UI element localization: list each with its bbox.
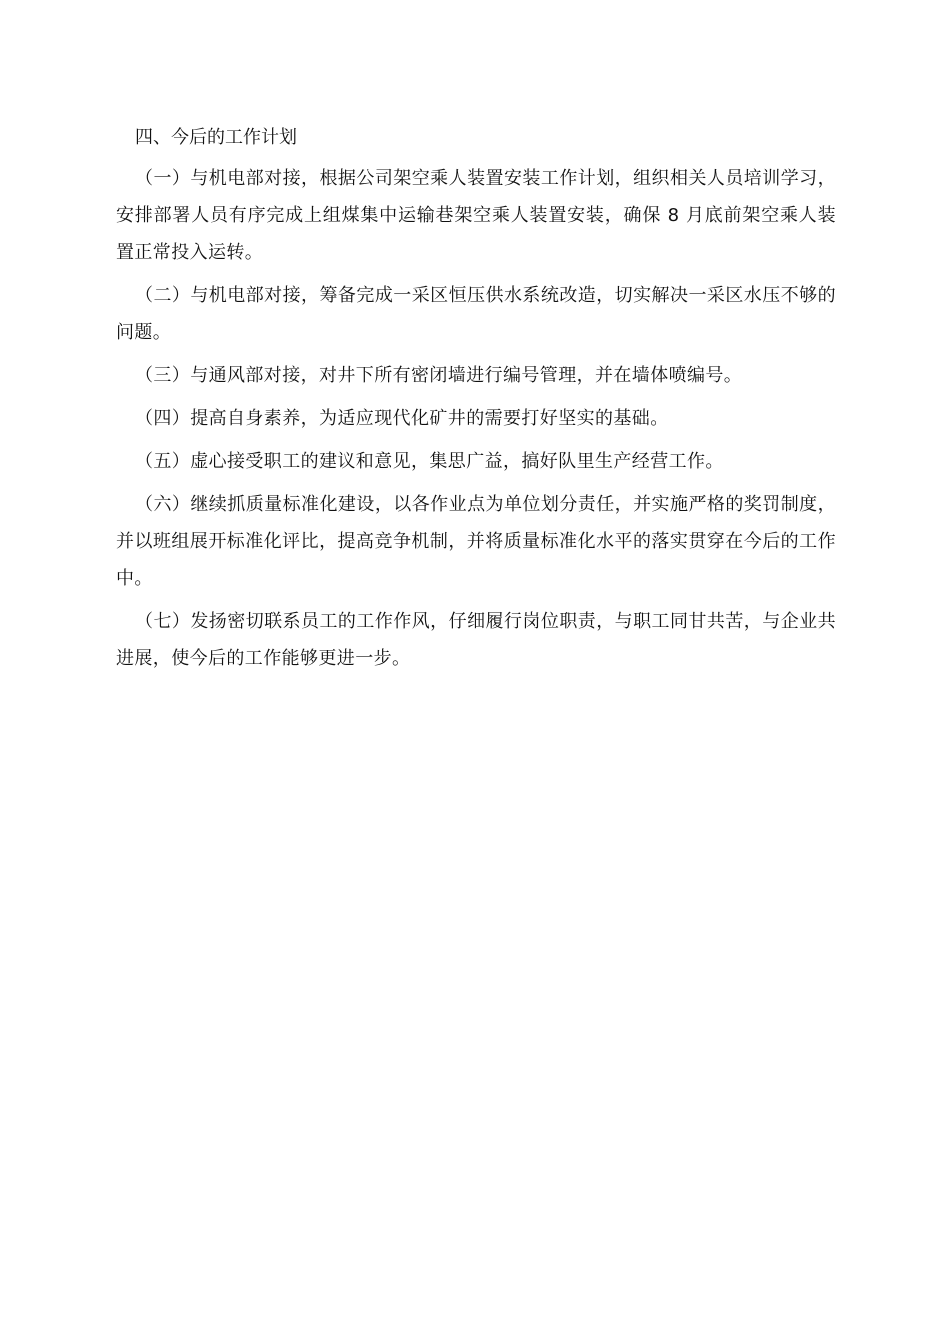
plan-item-3: （三）与通风部对接，对井下所有密闭墙进行编号管理，并在墙体喷编号。 (135, 365, 743, 386)
plan-item-4: （四）提高自身素养，为适应现代化矿井的需要打好坚实的基础。 (135, 408, 669, 429)
section-heading: 四、今后的工作计划 (135, 127, 297, 148)
plan-item-7: （七）发扬密切联系员工的工作作风，仔细履行岗位职责，与职工同甘共苦，与企业共进展，使今后的工作能够更进一步。 (116, 611, 836, 669)
plan-item-2: （二）与机电部对接，筹备完成一采区恒压供水系统改造，切实解决一采区水压不够的问题。 (116, 285, 836, 343)
document-body (116, 122, 836, 683)
plan-item-1: （一）与机电部对接，根据公司架空乘人装置安装工作计划，组织相关人员培训学习，安排部署人员有序完成上组煤集中运输巷架空乘人装置安装，确保 8 月底前架空乘人装置正常投入运转。 (116, 168, 836, 263)
plan-item-5: （五）虚心接受职工的建议和意见，集思广益，搞好队里生产经营工作。 (135, 451, 724, 472)
plan-item-6: （六）继续抓质量标准化建设，以各作业点为单位划分责任，并实施严格的奖罚制度，并以班组展开标准化评比，提高竞争机制，并将质量标准化水平的落实贯穿在今后的工作中。 (116, 494, 836, 589)
